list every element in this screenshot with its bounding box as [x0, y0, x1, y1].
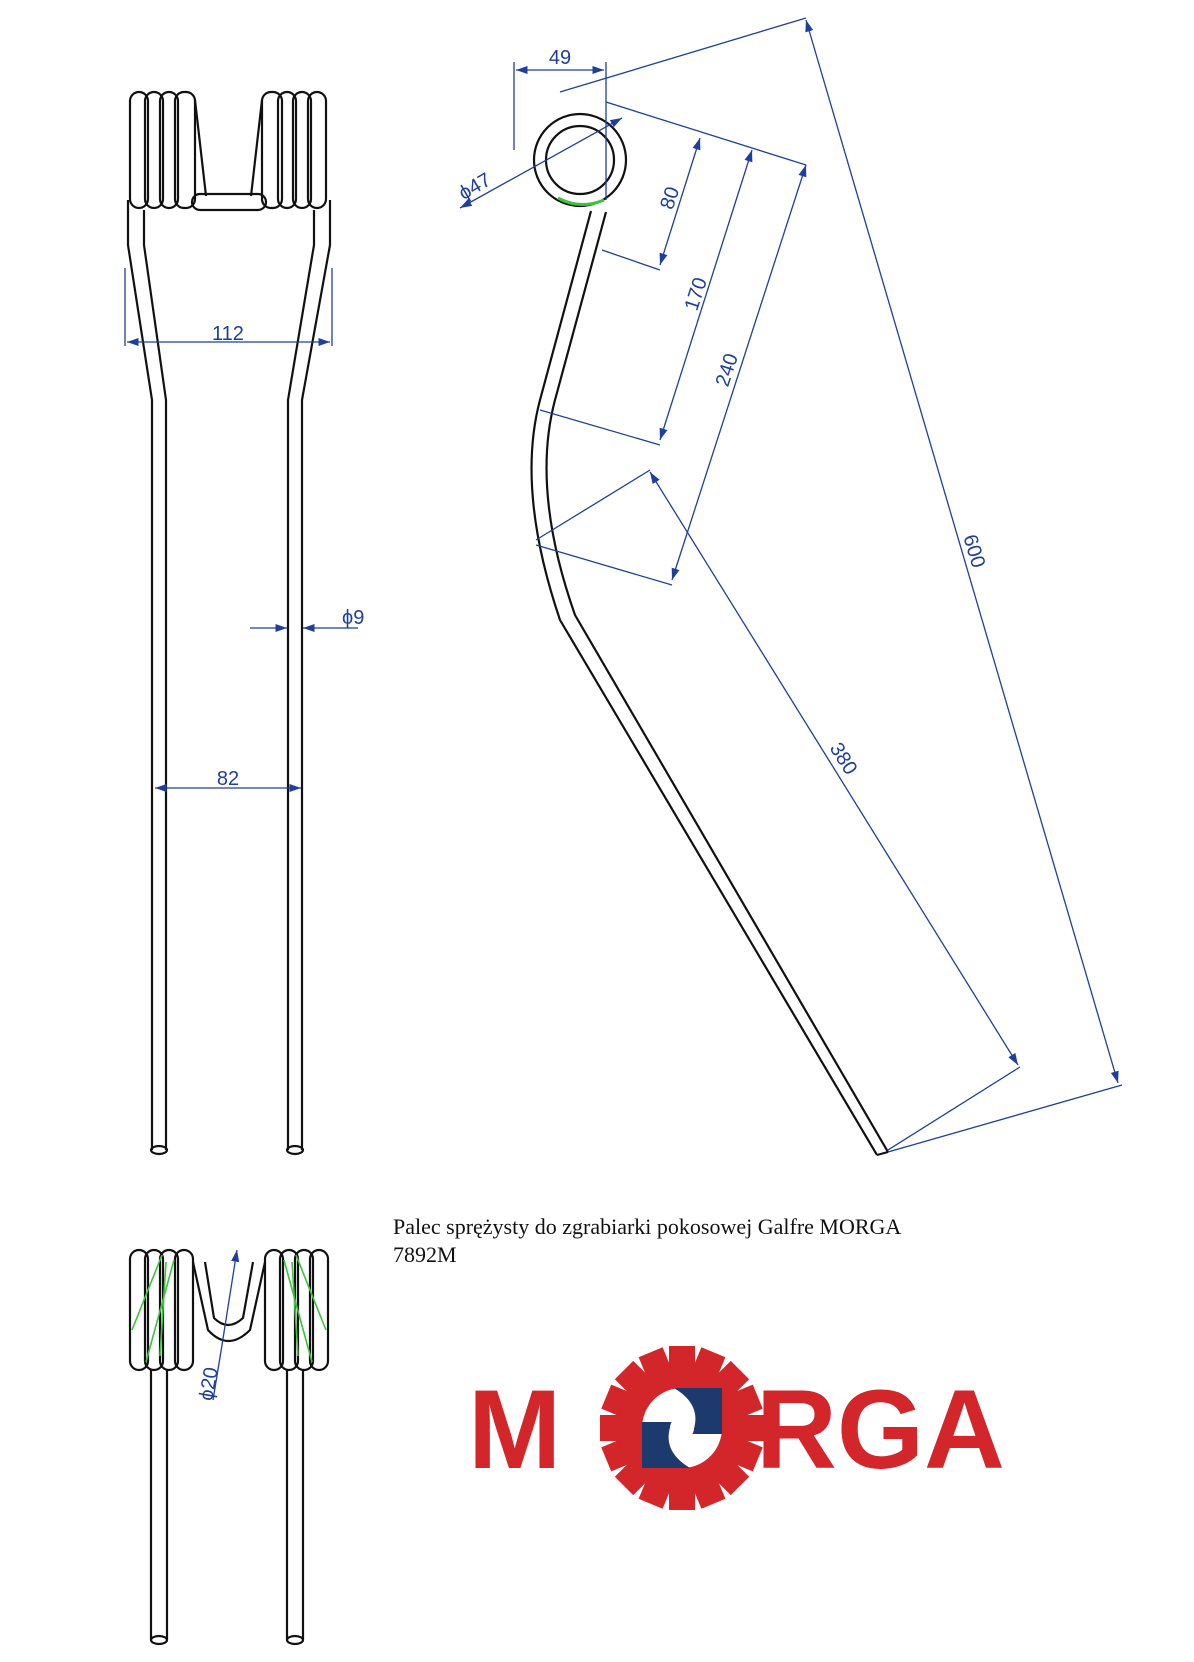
dim-width-top: 112 — [212, 323, 244, 345]
u-bend-inner — [205, 1262, 253, 1325]
gear-icon — [600, 1346, 764, 1510]
dim-width-shank: 82 — [216, 768, 240, 790]
dim-length-170: 170 — [680, 274, 712, 314]
coil-outer — [534, 114, 626, 206]
tine-outer — [532, 211, 877, 1155]
logo-letter-m: M — [468, 1367, 562, 1492]
coil-inner — [546, 126, 614, 194]
dim-length-240: 240 — [711, 350, 743, 390]
dim-length-80: 80 — [656, 184, 685, 213]
dim-length-380: 380 — [824, 738, 862, 779]
left-coil — [130, 92, 195, 208]
left-tine-inner — [144, 210, 166, 1150]
right-coil — [262, 92, 326, 208]
dim-coil-gap: 49 — [548, 47, 572, 69]
dim-inner-bend: ϕ20 — [195, 1365, 223, 1403]
caption-line-2: 7892M — [393, 1242, 457, 1267]
morga-logo — [468, 1346, 1005, 1510]
front-view — [128, 92, 330, 1154]
caption-line-1: Palec sprężysty do zgrabiarki pokosowej Galfre MORGA — [393, 1214, 902, 1239]
front-view-dimensions — [125, 268, 358, 788]
dim-wire-diameter: ϕ9 — [342, 607, 365, 629]
dim-length-600: 600 — [958, 532, 990, 571]
dim-coil-diameter: ϕ47 — [455, 168, 495, 205]
connecting-bar — [192, 194, 266, 210]
product-caption — [393, 1213, 1073, 1269]
side-view — [532, 114, 888, 1155]
logo-letters-rga: RGA — [756, 1367, 1005, 1492]
